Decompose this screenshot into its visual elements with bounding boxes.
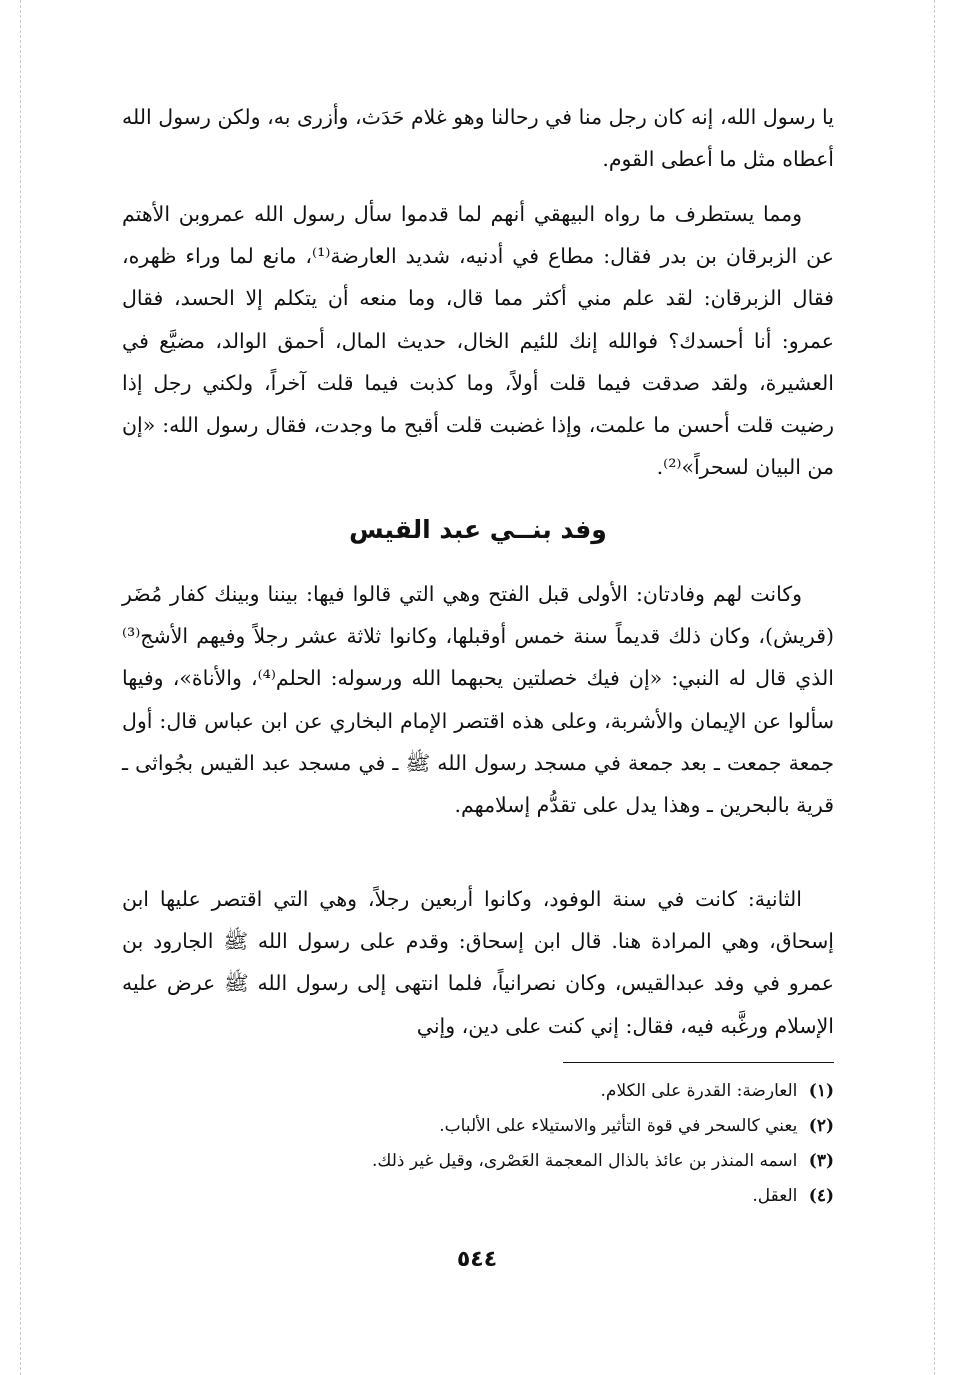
paragraph-text: يا رسول الله، إنه كان رجل منا في رحالنا وهو غلام حَدَث، وأزرى به، ولكن رسول الله أعطاه مثل ما أعطى القوم.	[122, 105, 834, 172]
body-paragraph-2	[122, 193, 834, 488]
footnote-number: (٤)	[808, 1186, 834, 1206]
footnote-text: العقل.	[752, 1186, 798, 1206]
body-paragraph-1	[122, 96, 834, 180]
paragraph-text: ومما يستطرف ما رواه البيهقي أنهم لما قدموا سأل رسول الله عمروبن الأهتم عن الزبرقان بن بدر فقال: مطاع في أدنيه، شديد العارضة⁽¹⁾، مانع لما وراء ظهره، فقال الزبرقان: لقد علم مني أكثر مما قال، وما منعه أن يتكلم إلا الحسد، فقال عمرو: أنا أحسدك؟ فوالله إنك للئيم الخال، حديث المال، أحمق الوالد، مضيَّع في العشيرة، ولقد صدقت فيما قلت أولاً، وما كذبت فيما قلت آخراً، ولكني رجل إذا رضيت قلت أحسن ما علمت، وإذا غضبت قلت أقبح ما وجدت، فقال رسول الله: «إن من البيان لسحراً»⁽²⁾.	[122, 202, 834, 480]
footnote-number: (٣)	[808, 1151, 834, 1171]
body-paragraph-3	[122, 573, 834, 826]
footnote-number: (٢)	[808, 1116, 834, 1136]
footnote-3	[122, 1144, 834, 1179]
section-heading: وفد بنــي عبد القيس	[349, 515, 607, 544]
paragraph-text: الثانية: كانت في سنة الوفود، وكانوا أربعين رجلاً، وهي التي اقتصر عليها ابن إسحاق، وهي المرادة هنا. قال ابن إسحاق: وقدم على رسول الله ﷺ الجارود بن عمرو في وفد عبدالقيس، وكان نصرانياً، فلما انتهى إلى رسول الله ﷺ عرض عليه الإسلام ورغَّبه فيه، فقال: إني كنت على دين، وإني	[122, 887, 834, 1038]
footnote-text: يعني كالسحر في قوة التأثير والاستيلاء على الألباب.	[439, 1116, 798, 1136]
footnotes-section	[122, 1074, 834, 1214]
paragraph-text: وكانت لهم وفادتان: الأولى قبل الفتح وهي التي قالوا فيها: بيننا وبينك كفار مُضَر (قريش)، وكان ذلك قديماً سنة خمس أوقبلها، وكانوا ثلاثة عشر رجلاً وفيهم الأشج⁽³⁾ الذي قال له النبي: «إن فيك خصلتين يحبهما الله ورسوله: الحلم⁽⁴⁾، والأناة»، وفيها سألوا عن الإيمان والأشربة، وعلى هذه اقتصر الإمام البخاري عن ابن عباس قال: أول جمعة جمعت ـ بعد جمعة في مسجد رسول الله ﷺ ـ في مسجد عبد القيس بجُواثى ـ قرية بالبحرين ـ وهذا يدل على تقدُّم إسلامهم.	[122, 582, 835, 818]
scan-right-edge-line	[934, 0, 935, 1375]
scan-left-edge-line	[20, 0, 21, 1375]
page-number: ٥٤٤	[456, 1247, 498, 1272]
footnote-separator-rule	[563, 1062, 834, 1063]
footnote-2	[122, 1109, 834, 1144]
footnote-text: العارضة: القدرة على الكلام.	[600, 1081, 798, 1101]
footnote-number: (١)	[808, 1081, 834, 1101]
footnote-text: اسمه المنذر بن عائذ بالذال المعجمة العَصْرى، وقيل غير ذلك.	[371, 1151, 798, 1171]
footnote-1	[122, 1074, 834, 1109]
body-paragraph-4	[122, 878, 834, 1047]
footnote-4	[122, 1179, 834, 1214]
